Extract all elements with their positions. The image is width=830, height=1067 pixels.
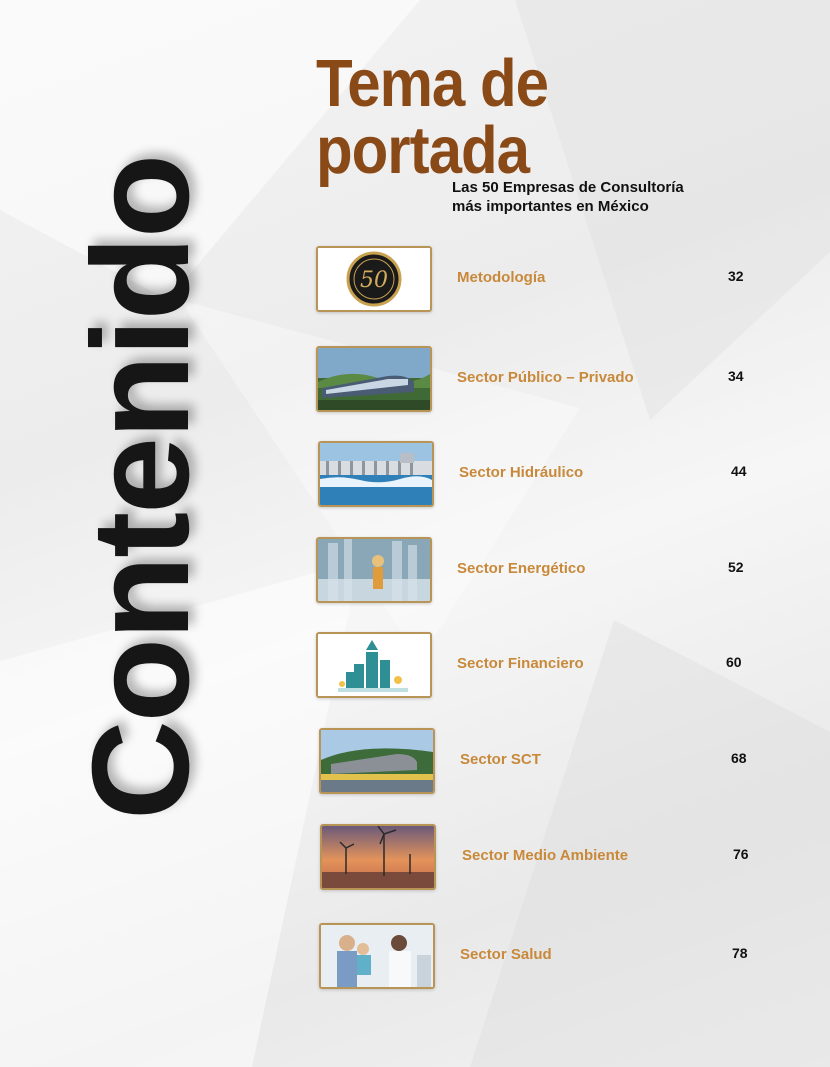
metodologia-thumbnail [316,246,432,312]
toc-item-label: Sector Hidráulico [459,464,584,481]
contents-vertical-title: Contenido [64,155,218,820]
toc-item-label: Sector Público – Privado [457,369,634,386]
wind-turbines-thumbnail [320,824,436,890]
cover-subtitle-line-1: Las 50 Empresas de Consultoría [452,179,684,196]
toc-item-metodologia[interactable] [316,246,756,312]
toc-item-sector-energetico[interactable] [316,537,756,603]
toc-item-label: Metodología [457,269,546,286]
toc-item-label: Sector Energético [457,560,586,577]
finance-thumbnail [316,632,432,698]
toc-item-sector-publico-privado[interactable] [316,346,756,412]
toc-item-sector-financiero[interactable] [316,632,756,698]
toc-item-page-number: 44 [731,463,747,479]
page-title: Tema de portada [316,45,548,188]
toc-item-sector-salud[interactable] [316,923,756,989]
dam-thumbnail [318,441,434,507]
toc-item-page-number: 68 [731,750,747,766]
toc-item-label: Sector Salud [460,946,552,963]
toc-item-label: Sector Financiero [457,655,584,672]
energy-plant-thumbnail [316,537,432,603]
toc-item-label: Sector Medio Ambiente [462,847,629,864]
anniversary-seal-number: 50 [360,268,388,293]
toc-item-page-number: 60 [726,654,742,670]
toc-item-page-number: 34 [728,368,744,384]
toc-item-page-number: 78 [732,945,748,961]
toc-item-page-number: 52 [728,559,744,575]
healthcare-thumbnail [319,923,435,989]
bridge-train-thumbnail [319,728,435,794]
toc-item-page-number: 76 [733,846,749,862]
toc-item-page-number: 32 [728,268,744,284]
train-thumbnail [316,346,432,412]
toc-item-label: Sector SCT [460,751,541,768]
toc-item-sector-medio-ambiente[interactable] [316,824,756,890]
cover-subtitle-line-2: más importantes en México [452,198,649,215]
toc-item-sector-sct[interactable] [316,728,756,794]
toc-item-sector-hidraulico[interactable] [316,441,756,507]
cover-story-subtitle [452,178,712,216]
